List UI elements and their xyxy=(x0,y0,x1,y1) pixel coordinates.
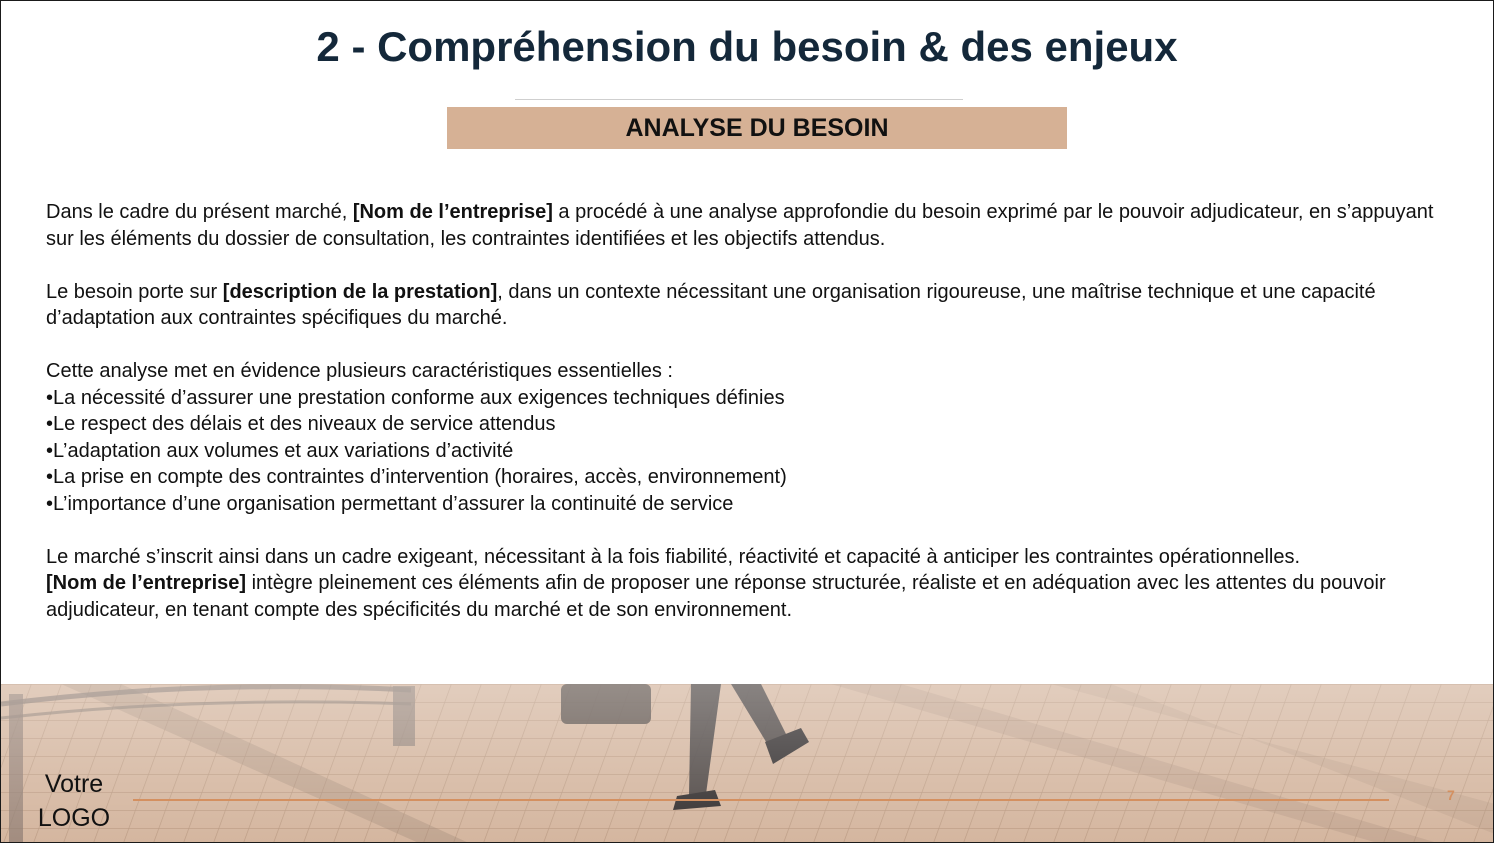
paragraph-intro xyxy=(46,199,1456,252)
paragraph-text: intègre pleinement ces éléments afin de proposer une réponse structurée, réaliste et en adéquation avec les attentes du pouvoir adjudicateur, en tenant compte des spécificités du marché et de son environnement. xyxy=(46,572,1386,621)
bullet-item: • La nécessité d’assurer une prestation conforme aux exigences techniques définies xyxy=(46,385,1456,412)
slide-title: 2 - Compréhension du besoin & des enjeux xyxy=(316,23,1178,70)
logo-line: LOGO xyxy=(37,804,111,832)
page-number: 7 xyxy=(1447,787,1455,803)
paragraph-conclusion-line1: Le marché s’inscrit ainsi dans un cadre exigeant, nécessitant à la fois fiabilité, réactivité et capacité à anticiper les contraintes opérationnelles. xyxy=(46,545,1301,568)
service-description-placeholder: [description de la prestation] xyxy=(222,280,498,303)
section-banner xyxy=(447,107,1067,149)
bullet-item: • La prise en compte des contraintes d’intervention (horaires, accès, environnement) xyxy=(46,464,1456,491)
footer-divider xyxy=(133,799,1389,801)
logo-line: Votre xyxy=(44,770,104,798)
title-divider xyxy=(515,99,963,100)
paragraph-conclusion xyxy=(46,570,1456,623)
paragraph-text: a procédé à une analyse approfondie du besoin exprimé par le pouvoir adjudicateur, en s’appuyant sur les éléments du dossier de consultation, les contraintes identifiées et les objectifs attendus. xyxy=(46,201,1434,250)
paragraph-text: Dans le cadre du présent marché, xyxy=(46,201,353,223)
bullet-item: • L’adaptation aux volumes et aux variations d’activité xyxy=(46,438,1456,465)
paragraph-need xyxy=(46,279,1456,332)
section-banner-label: ANALYSE DU BESOIN xyxy=(625,113,889,142)
company-name-placeholder: [Nom de l’entreprise] xyxy=(352,201,553,223)
logo-placeholder xyxy=(29,767,119,835)
paragraph-analysis-intro: Cette analyse met en évidence plusieurs caractéristiques essentielles : xyxy=(46,360,673,382)
body-text xyxy=(46,199,1456,623)
company-name-placeholder: [Nom de l’entreprise] xyxy=(46,572,247,594)
bullet-item: • Le respect des délais et des niveaux de service attendus xyxy=(46,411,1456,438)
paragraph-text: , dans un contexte nécessitant une organisation rigoureuse, une maîtrise technique et une capacité d’adaptation aux contraintes spécifiques du marché. xyxy=(46,280,1376,329)
footer-background-photo xyxy=(1,684,1494,843)
paragraph-text: Le besoin porte sur xyxy=(46,280,223,303)
bullet-item: • L’importance d’une organisation permettant d’assurer la continuité de service xyxy=(46,491,1456,518)
